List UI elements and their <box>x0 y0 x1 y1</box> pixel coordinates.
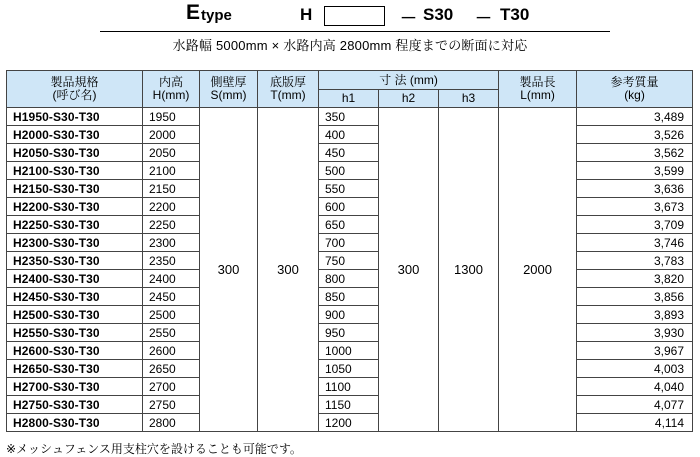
col-header-mass-top: 参考質量 <box>610 75 659 89</box>
subtitle: 水路幅 5000mm × 水路内高 2800mm 程度までの断面に対応 <box>172 38 528 53</box>
row-name: H2300-S30-T30 <box>7 234 143 252</box>
col-header-side-bottom: S(mm) <box>210 88 247 102</box>
col-header-side-wall <box>200 71 258 108</box>
h-value-box <box>324 6 385 26</box>
row-height: 2450 <box>143 288 200 306</box>
footer-note: ※メッシュフェンス用支柱穴を設けることも可能です。 <box>6 442 302 456</box>
row-mass: 3,856 <box>577 288 693 306</box>
type-title-line <box>0 0 700 30</box>
row-height: 2300 <box>143 234 200 252</box>
table-row <box>7 342 693 360</box>
row-height: 2350 <box>143 252 200 270</box>
table-row <box>7 324 693 342</box>
row-mass: 3,673 <box>577 198 693 216</box>
row-h1: 850 <box>319 288 379 306</box>
row-name: H2500-S30-T30 <box>7 306 143 324</box>
bottom-thickness-cell: 300 <box>258 108 319 432</box>
col-header-mass <box>577 71 693 108</box>
col-header-bottom-slab <box>258 71 319 108</box>
t-label: T30 <box>500 5 530 24</box>
row-name: H2050-S30-T30 <box>7 144 143 162</box>
row-name: H2400-S30-T30 <box>7 270 143 288</box>
row-height: 2700 <box>143 378 200 396</box>
row-height: 2750 <box>143 396 200 414</box>
col-header-bottom-top: 底版厚 <box>269 75 306 89</box>
row-h1: 350 <box>319 108 379 126</box>
row-height: 2650 <box>143 360 200 378</box>
table-row <box>7 216 693 234</box>
row-mass: 3,526 <box>577 126 693 144</box>
h-label: H <box>300 5 313 24</box>
col-header-length-top: 製品長 <box>519 75 556 89</box>
row-name: H2650-S30-T30 <box>7 360 143 378</box>
row-mass: 3,820 <box>577 270 693 288</box>
side-thickness-cell: 300 <box>200 108 258 432</box>
table-row <box>7 306 693 324</box>
row-h1: 500 <box>319 162 379 180</box>
row-name: H2000-S30-T30 <box>7 126 143 144</box>
row-mass: 3,489 <box>577 108 693 126</box>
col-header-h3: h3 <box>439 90 499 108</box>
row-mass: 3,893 <box>577 306 693 324</box>
type-letter: E <box>186 1 201 24</box>
row-mass: 4,040 <box>577 378 693 396</box>
row-mass: 3,562 <box>577 144 693 162</box>
row-height: 2150 <box>143 180 200 198</box>
col-header-h2: h2 <box>379 90 439 108</box>
row-name: H2150-S30-T30 <box>7 180 143 198</box>
row-name: H2700-S30-T30 <box>7 378 143 396</box>
row-h1: 700 <box>319 234 379 252</box>
table-row <box>7 234 693 252</box>
row-h1: 1150 <box>319 396 379 414</box>
h2-cell: 300 <box>379 108 439 432</box>
row-h1: 1100 <box>319 378 379 396</box>
row-mass: 3,709 <box>577 216 693 234</box>
row-mass: 4,003 <box>577 360 693 378</box>
row-height: 2000 <box>143 126 200 144</box>
row-mass: 3,967 <box>577 342 693 360</box>
table-row <box>7 108 693 126</box>
table-row <box>7 396 693 414</box>
row-name: H2250-S30-T30 <box>7 216 143 234</box>
table-row <box>7 360 693 378</box>
dash-separator-1: － <box>400 9 417 28</box>
table-row <box>7 252 693 270</box>
row-name: H2750-S30-T30 <box>7 396 143 414</box>
row-h1: 450 <box>319 144 379 162</box>
row-name: H2100-S30-T30 <box>7 162 143 180</box>
row-height: 2600 <box>143 342 200 360</box>
row-height: 2800 <box>143 414 200 432</box>
row-h1: 950 <box>319 324 379 342</box>
row-h1: 600 <box>319 198 379 216</box>
col-header-name-bottom: (呼び名) <box>52 88 97 102</box>
row-h1: 650 <box>319 216 379 234</box>
table-row <box>7 288 693 306</box>
col-header-bottom-bottom: T(mm) <box>270 88 306 102</box>
table-row <box>7 378 693 396</box>
table-row <box>7 198 693 216</box>
col-header-h1: h1 <box>319 90 379 108</box>
table-row <box>7 180 693 198</box>
type-word: type <box>201 7 232 24</box>
col-header-length-bottom: L(mm) <box>520 88 555 102</box>
row-name: H2450-S30-T30 <box>7 288 143 306</box>
col-header-name <box>7 71 143 108</box>
col-header-side-top: 側壁厚 <box>210 75 247 89</box>
table-row <box>7 270 693 288</box>
row-h1: 1050 <box>319 360 379 378</box>
h3-cell: 1300 <box>439 108 499 432</box>
row-height: 2200 <box>143 198 200 216</box>
title-underline <box>100 31 610 32</box>
row-mass: 3,746 <box>577 234 693 252</box>
row-name: H2350-S30-T30 <box>7 252 143 270</box>
row-h1: 1000 <box>319 342 379 360</box>
row-mass: 3,599 <box>577 162 693 180</box>
col-header-height <box>143 71 200 108</box>
row-height: 2100 <box>143 162 200 180</box>
row-h1: 750 <box>319 252 379 270</box>
col-header-length <box>499 71 577 108</box>
row-mass: 3,636 <box>577 180 693 198</box>
table-row <box>7 144 693 162</box>
row-height: 2250 <box>143 216 200 234</box>
row-height: 1950 <box>143 108 200 126</box>
col-header-dimensions: 寸 法 (mm) <box>319 71 499 90</box>
s-label: S30 <box>423 5 454 24</box>
col-header-mass-bottom: (kg) <box>624 88 645 102</box>
col-header-height-bottom: H(mm) <box>152 88 190 102</box>
table-row <box>7 162 693 180</box>
table-row <box>7 414 693 432</box>
length-cell: 2000 <box>499 108 577 432</box>
row-height: 2500 <box>143 306 200 324</box>
table-row <box>7 126 693 144</box>
spec-table <box>6 70 693 432</box>
row-name: H2800-S30-T30 <box>7 414 143 432</box>
row-height: 2050 <box>143 144 200 162</box>
row-h1: 900 <box>319 306 379 324</box>
row-mass: 4,114 <box>577 414 693 432</box>
row-height: 2400 <box>143 270 200 288</box>
col-header-height-top: 内高 <box>158 75 183 89</box>
row-mass: 3,783 <box>577 252 693 270</box>
col-header-name-top: 製品規格 <box>50 75 99 89</box>
row-h1: 400 <box>319 126 379 144</box>
row-name: H2200-S30-T30 <box>7 198 143 216</box>
row-name: H2600-S30-T30 <box>7 342 143 360</box>
row-mass: 4,077 <box>577 396 693 414</box>
row-h1: 1200 <box>319 414 379 432</box>
dash-separator-2: － <box>475 9 492 28</box>
row-height: 2550 <box>143 324 200 342</box>
row-mass: 3,930 <box>577 324 693 342</box>
row-name: H1950-S30-T30 <box>7 108 143 126</box>
row-name: H2550-S30-T30 <box>7 324 143 342</box>
row-h1: 550 <box>319 180 379 198</box>
row-h1: 800 <box>319 270 379 288</box>
